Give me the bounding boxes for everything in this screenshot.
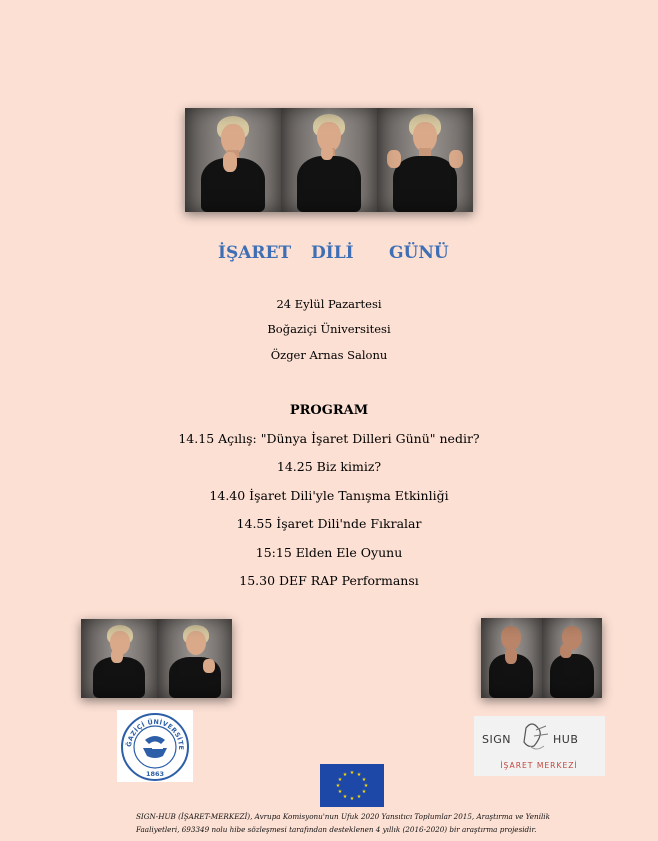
svg-text:★: ★ xyxy=(356,794,362,800)
photo-frame-6 xyxy=(481,618,542,698)
photo-frame-5 xyxy=(157,619,232,698)
svg-text:★: ★ xyxy=(349,770,355,776)
svg-text:★: ★ xyxy=(361,789,367,795)
event-date: 24 Eylül Pazartesi xyxy=(276,297,382,311)
page-title xyxy=(0,243,658,269)
footer-line-1: SIGN-HUB (İŞARET-MERKEZİ), Avrupa Komisyonu'nun Ufuk 2020 Yansıtıcı Toplumlar 2015, Araştırma ve Yenilik xyxy=(136,812,550,821)
signhub-right-text: HUB xyxy=(553,733,579,746)
title-word-gunu: GÜNÜ xyxy=(389,243,449,263)
program-item: 14.15 Açılış: "Dünya İşaret Dilleri Günü" nedir? xyxy=(178,431,480,446)
signhub-sub-text: İŞARET MERKEZİ xyxy=(500,761,578,770)
program-item: 15:15 Elden Ele Oyunu xyxy=(255,545,403,560)
svg-text:★: ★ xyxy=(342,794,348,800)
photo-frame-7 xyxy=(542,618,602,698)
eu-flag xyxy=(320,764,384,807)
bogazici-seal-icon xyxy=(117,710,193,782)
top-signing-photo xyxy=(185,108,473,212)
event-venue: Boğaziçi Üniversitesi xyxy=(267,322,391,336)
program-item: 14.55 İşaret Dili'nde Fıkralar xyxy=(236,516,422,531)
bogazici-year: 1863 xyxy=(145,770,165,778)
photo-frame-3 xyxy=(377,108,473,212)
title-word-dili: DİLİ xyxy=(311,243,354,263)
eu-stars-icon xyxy=(320,764,384,807)
photo-frame-4 xyxy=(81,619,157,698)
program-heading: PROGRAM xyxy=(289,403,369,418)
svg-text:★: ★ xyxy=(335,783,341,789)
bogazici-university-logo xyxy=(117,710,193,782)
svg-text:★: ★ xyxy=(361,777,367,783)
title-word-isaret: İŞARET xyxy=(218,243,292,263)
footer-line-2: Faaliyetleri, 693349 nolu hibe sözleşmesi tarafından desteklenen 4 yıllık (2016-2020) bir araştırma projesidir. xyxy=(136,825,537,834)
event-hall: Özger Arnas Salonu xyxy=(270,348,388,362)
program-item: 14.25 Biz kimiz? xyxy=(276,459,382,474)
program-item: 14.40 İşaret Dili'yle Tanışma Etkinliği xyxy=(209,488,449,503)
program-item: 15.30 DEF RAP Performansı xyxy=(239,573,419,588)
photo-frame-1 xyxy=(185,108,281,212)
svg-text:★: ★ xyxy=(337,789,343,795)
svg-text:★: ★ xyxy=(342,772,348,778)
bottom-left-signing-photo xyxy=(81,619,232,698)
photo-frame-2 xyxy=(281,108,377,212)
bogazici-ring-text: ĞAZİÇİ ÜNİVERSİTE xyxy=(124,717,186,751)
bottom-right-signing-photo xyxy=(481,618,602,698)
svg-text:★: ★ xyxy=(337,777,343,783)
svg-text:★: ★ xyxy=(363,783,369,789)
svg-text:★: ★ xyxy=(349,796,355,802)
svg-text:★: ★ xyxy=(356,772,362,778)
footer-note xyxy=(136,810,636,836)
signhub-left-text: SIGN xyxy=(482,733,511,746)
sign-hub-logo xyxy=(474,716,605,776)
sign-hub-hands-icon xyxy=(474,716,605,776)
